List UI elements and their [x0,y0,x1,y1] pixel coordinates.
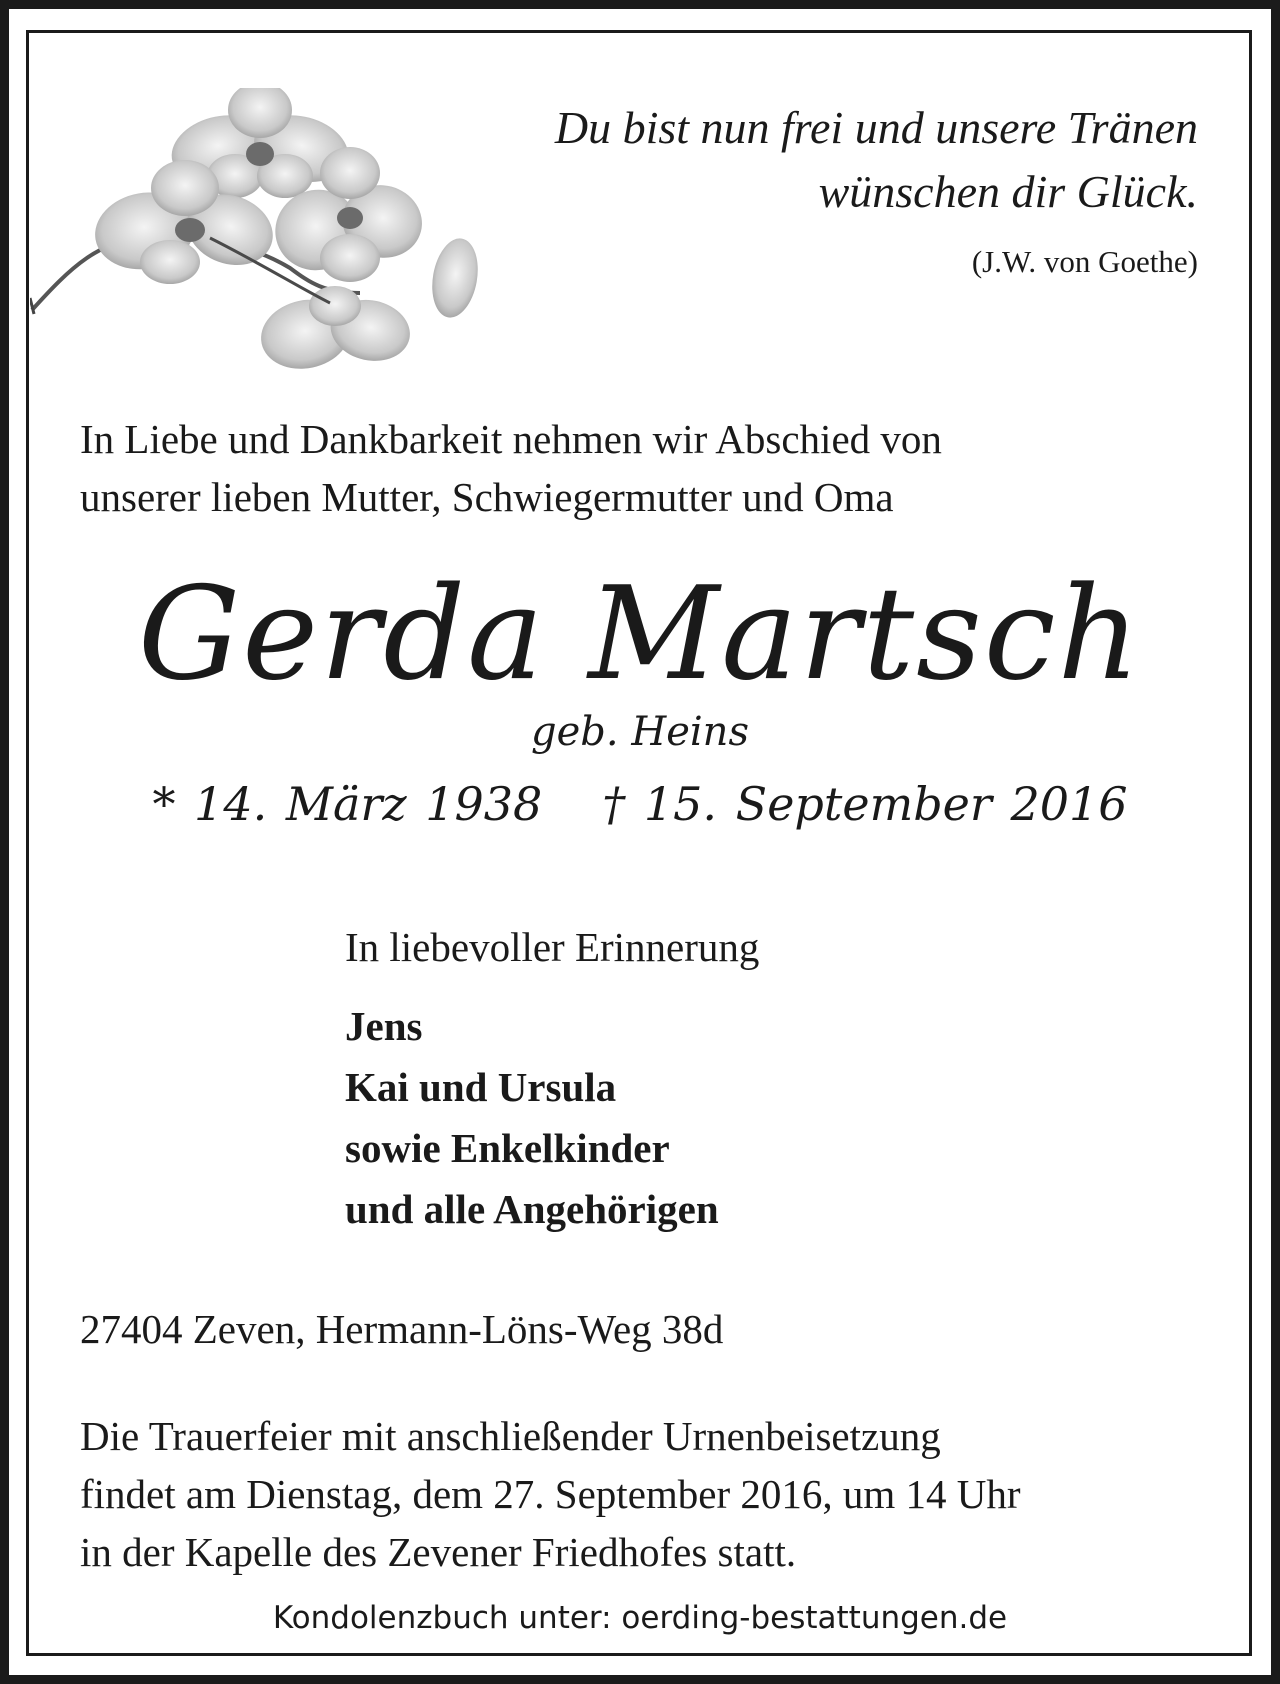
quote-line: wünschen dir Glück. [818,166,1198,217]
mourner-name: und alle Angehörigen [345,1186,719,1232]
orchid-icon [30,88,480,378]
remembrance-block [345,918,1145,1240]
mourner-name: sowie Enkelkinder [345,1125,670,1171]
intro-text [80,410,1200,526]
birth-date: * 14. März 1938 [152,777,543,831]
ceremony-line: Die Trauerfeier mit anschließender Urnenbeisetzung [80,1413,941,1459]
mourner-name: Jens [345,1003,423,1049]
quote-author: (J.W. von Goethe) [971,244,1198,279]
remembrance-intro: In liebevoller Erinnerung [345,924,760,970]
quote [438,96,1198,280]
maiden-name: geb. Heins [531,709,749,755]
death-date: † 15. September 2016 [602,777,1128,831]
deceased-name: Gerda Martsch [138,560,1142,709]
ceremony-text [80,1407,1200,1581]
life-dates [40,770,1240,838]
deceased-block [40,560,1240,838]
address: 27404 Zeven, Hermann-Löns-Weg 38d [80,1306,724,1352]
mourner-name: Kai und Ursula [345,1064,617,1110]
quote-line: Du bist nun frei und unsere Tränen [554,102,1198,153]
condolence-link: Kondolenzbuch unter: oerding-bestattungen.de [272,1600,1008,1636]
ceremony-line: in der Kapelle des Zevener Friedhofes statt. [80,1529,797,1575]
intro-line: unserer lieben Mutter, Schwiegermutter und Oma [80,474,894,520]
intro-line: In Liebe und Dankbarkeit nehmen wir Abschied von [80,416,942,462]
ceremony-line: findet am Dienstag, dem 27. September 2016, um 14 Uhr [80,1471,1021,1517]
